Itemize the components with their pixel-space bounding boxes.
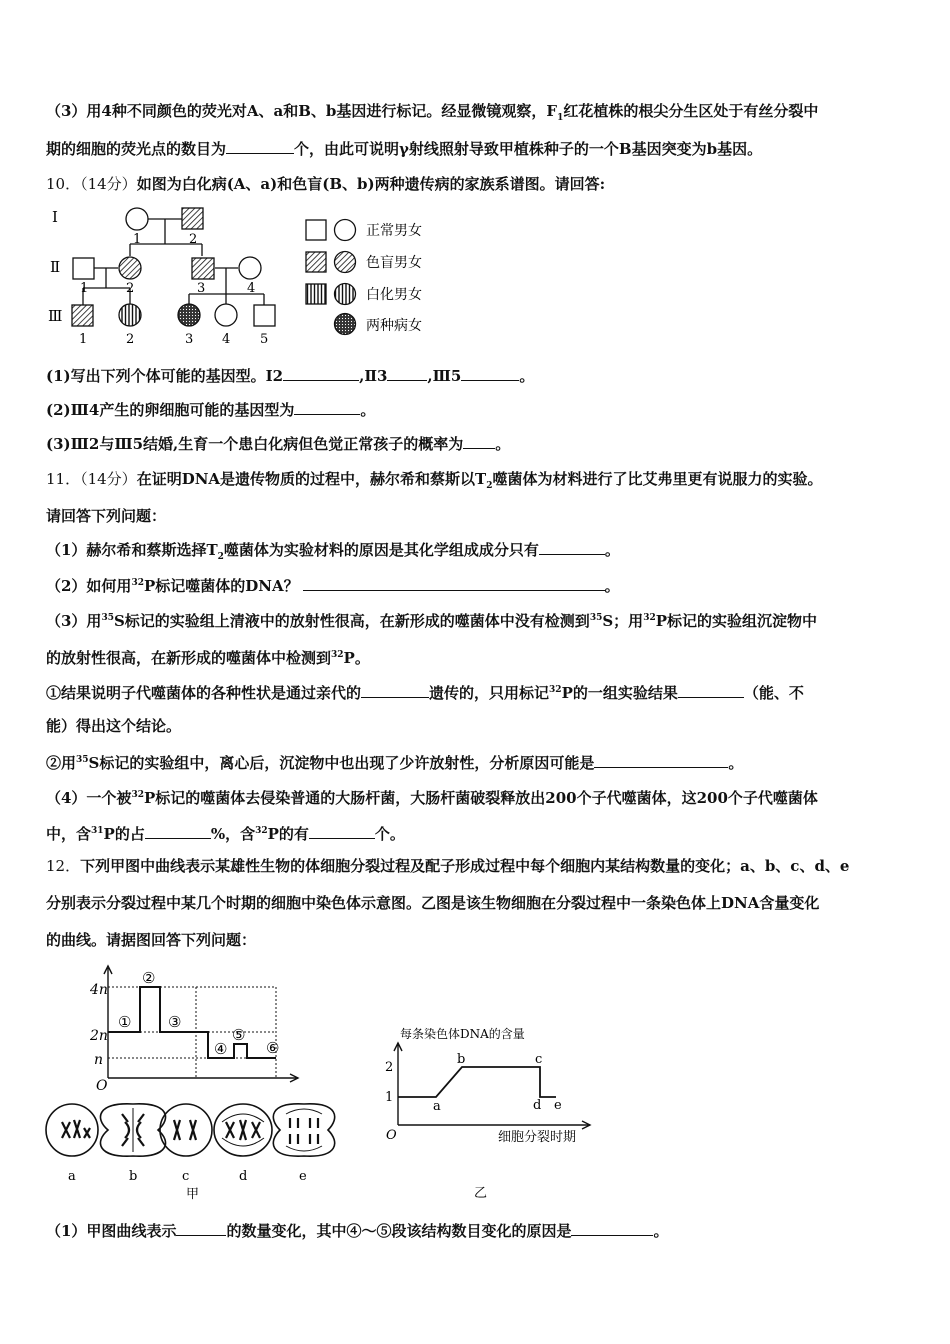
y-tick: 1 bbox=[385, 1090, 394, 1105]
stage-label: ④ bbox=[214, 1040, 228, 1058]
y-tick: 4n bbox=[90, 982, 108, 998]
gen-label: Ⅰ bbox=[52, 208, 58, 226]
origin: O bbox=[386, 1128, 397, 1143]
pedigree-individual-III3 bbox=[178, 304, 200, 326]
y-tick: n bbox=[94, 1052, 104, 1068]
pedigree-individual-III4 bbox=[215, 304, 237, 326]
pedigree-individual-II1 bbox=[73, 258, 94, 279]
pedigree-individual-III5 bbox=[254, 305, 275, 326]
pedigree-individual-II3 bbox=[192, 258, 214, 279]
answer-blank[interactable] bbox=[461, 366, 519, 381]
q11-conclusion2: ②用$^{35}$S标记的实验组中，离心后，沉淀物中也出现了少许放射性，分析原因可能是 。 bbox=[46, 754, 744, 772]
svg-text:白化男女: 白化男女 bbox=[366, 287, 422, 303]
svg-text:4: 4 bbox=[247, 281, 256, 296]
pedigree-individual-II2 bbox=[119, 257, 141, 279]
pedigree-chart bbox=[44, 200, 444, 350]
cell-label: d bbox=[239, 1169, 248, 1184]
svg-text:色盲男女: 色盲男女 bbox=[366, 255, 422, 271]
y-tick: 2n bbox=[90, 1028, 108, 1044]
stage-label: ② bbox=[142, 969, 156, 987]
cell-label: b bbox=[129, 1169, 138, 1184]
svg-text:1: 1 bbox=[80, 281, 89, 296]
q10-sub3: (3)Ⅲ2与Ⅲ5结婚,生育一个患白化病但色觉正常孩子的概率为 。 bbox=[46, 435, 511, 453]
pedigree-individual-I2 bbox=[182, 208, 203, 229]
answer-blank[interactable] bbox=[294, 400, 360, 415]
pedigree-individual-I1 bbox=[126, 208, 148, 230]
q11-sub1: （1）赫尔希和蔡斯选择$T_2$噬菌体为实验材料的原因是其化学组成成分只有 。 bbox=[46, 541, 620, 562]
x-axis-label: 细胞分裂时期 bbox=[498, 1130, 577, 1145]
q11-conclusion1-line1: ①结果说明子代噬菌体的各种性状是通过亲代的 遗传的，只用标记$^{32}$P的一组实验结果 （能、不 bbox=[46, 684, 804, 702]
answer-blank[interactable] bbox=[594, 753, 728, 768]
point-label: e bbox=[554, 1098, 562, 1113]
answer-blank[interactable] bbox=[361, 683, 429, 698]
answer-blank[interactable] bbox=[571, 1221, 653, 1236]
y-axis-label: 每条染色体DNA的含量 bbox=[400, 1027, 525, 1041]
answer-blank[interactable] bbox=[283, 366, 359, 381]
answer-blank[interactable] bbox=[145, 824, 211, 839]
y-tick: 2 bbox=[385, 1060, 394, 1075]
chromosome-curve bbox=[108, 987, 276, 1058]
point-label: a bbox=[433, 1099, 441, 1114]
figure-caption: 甲 bbox=[186, 1187, 200, 1202]
q11-sub4-line1: （4）一个被$^{32}$P标记的噬菌体去侵染普通的大肠杆菌，大肠杆菌破裂释放出200个子代噬菌体，这200个子代噬菌体 bbox=[46, 789, 818, 807]
answer-blank[interactable] bbox=[539, 540, 605, 555]
q11-sub3-line2: 的放射性很高，在新形成的噬菌体中检测到$^{32}$P。 bbox=[46, 649, 370, 667]
q11-stem: 11．（14分）在证明DNA是遗传物质的过程中，赫尔希和蔡斯以$T_2$噬菌体为材料进行了比艾弗里更有说服力的实验。 bbox=[46, 470, 823, 491]
q10-sub1: (1)写出下列个体可能的基因型。Ⅰ2 ,Ⅱ3 ,Ⅲ5 。 bbox=[46, 367, 535, 385]
svg-text:正常男女: 正常男女 bbox=[366, 223, 422, 239]
svg-text:3: 3 bbox=[185, 332, 194, 347]
q11-sub2: （2）如何用$^{32}$P标记噬菌体的DNA？ 。 bbox=[46, 577, 620, 595]
svg-text:3: 3 bbox=[197, 281, 206, 296]
answer-blank[interactable] bbox=[678, 683, 744, 698]
dna-content-curve bbox=[398, 1067, 556, 1097]
gen-label: Ⅱ bbox=[50, 258, 61, 276]
svg-text:4: 4 bbox=[222, 332, 231, 347]
q12-stem-line3: 的曲线。请据图回答下列问题： bbox=[46, 931, 257, 949]
q11-sub4-line2: 中，含$^{31}$P的占 %，含$^{32}$P的有 个。 bbox=[46, 825, 405, 843]
stage-label: ① bbox=[118, 1013, 132, 1031]
svg-text:2: 2 bbox=[189, 232, 198, 247]
svg-text:1: 1 bbox=[79, 332, 88, 347]
pedigree-individual-III1 bbox=[72, 305, 93, 326]
svg-text:两种病女: 两种病女 bbox=[366, 318, 422, 334]
svg-text:2: 2 bbox=[126, 281, 135, 296]
q9-part3-line2: 期的细胞的荧光点的数目为 个，由此可说明γ射线照射导致甲植株种子的一个B基因突变为b基因。 bbox=[46, 140, 763, 158]
q11-sub3-line1: （3）用$^{35}$S标记的实验组上清液中的放射性很高，在新形成的噬菌体中没有检测到$^{35}$S；用$^{32}$P标记的实验组沉淀物中 bbox=[46, 612, 817, 630]
stage-label: ③ bbox=[168, 1013, 182, 1031]
gen-label: Ⅲ bbox=[48, 307, 63, 325]
q12-stem-line2: 分别表示分裂过程中某几个时期的细胞中染色体示意图。乙图是该生物细胞在分裂过程中一条染色体上DNA含量变化 bbox=[46, 894, 820, 912]
origin: O bbox=[96, 1078, 108, 1094]
answer-blank[interactable] bbox=[226, 139, 294, 154]
q12-sub1: （1）甲图曲线表示 的数量变化，其中④～⑤段该结构数目变化的原因是 。 bbox=[46, 1222, 669, 1240]
pedigree-legend bbox=[306, 220, 422, 335]
pedigree-individual-II4 bbox=[239, 257, 261, 279]
cell-label: c bbox=[182, 1169, 190, 1184]
figure-jia bbox=[40, 962, 340, 1210]
q10-sub2: (2)Ⅲ4产生的卵细胞可能的基因型为 。 bbox=[46, 401, 376, 419]
answer-blank[interactable] bbox=[176, 1221, 226, 1236]
point-label: b bbox=[457, 1052, 466, 1067]
svg-text:5: 5 bbox=[260, 332, 269, 347]
q11-conclusion1-line2: 能）得出这个结论。 bbox=[46, 717, 182, 735]
cell-label: a bbox=[68, 1169, 76, 1184]
answer-blank[interactable] bbox=[309, 824, 375, 839]
q9-part3-line1: （3）用4种不同颜色的荧光对A、a和B、b基因进行标记。经显微镜观察，$F_1$红花植株的根尖分生区处于有丝分裂中 bbox=[46, 102, 819, 123]
point-label: d bbox=[533, 1098, 542, 1113]
point-label: c bbox=[535, 1052, 543, 1067]
cell-label: e bbox=[299, 1169, 307, 1184]
q12-stem-line1: 12．下列甲图中曲线表示某雄性生物的体细胞分裂过程及配子形成过程中每个细胞内某结构数量的变化；a、b、c、d、e bbox=[46, 857, 850, 875]
answer-blank[interactable] bbox=[463, 434, 495, 449]
figure-yi bbox=[378, 1015, 618, 1207]
svg-text:1: 1 bbox=[133, 232, 142, 247]
q11-prompt: 请回答下列问题： bbox=[46, 507, 167, 525]
answer-blank[interactable] bbox=[303, 576, 605, 591]
svg-text:2: 2 bbox=[126, 332, 135, 347]
answer-blank[interactable] bbox=[387, 366, 427, 381]
pedigree-individual-III2 bbox=[119, 304, 141, 326]
stage-label: ⑤ bbox=[232, 1026, 246, 1044]
figure-caption: 乙 bbox=[474, 1186, 488, 1201]
q10-stem: 10．（14分）如图为白化病(A、a)和色盲(B、b)两种遗传病的家族系谱图。请回答: bbox=[46, 175, 606, 193]
stage-label: ⑥ bbox=[266, 1039, 280, 1057]
